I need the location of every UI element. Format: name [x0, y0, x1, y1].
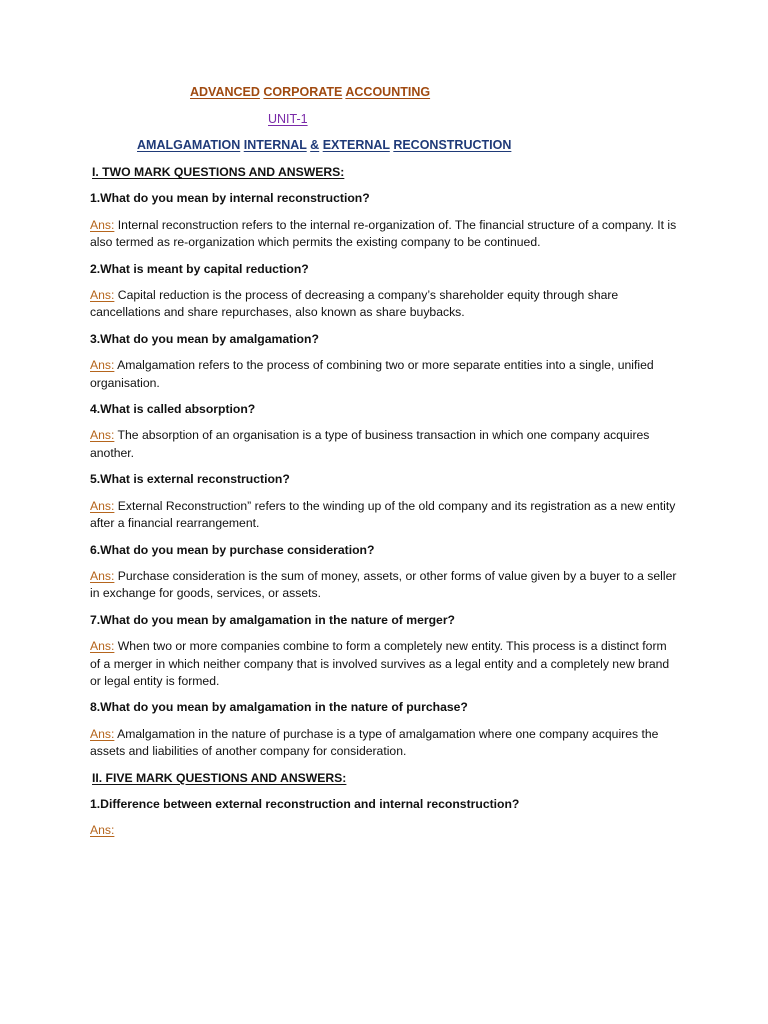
answer-block	[90, 498, 680, 533]
answer-text: Capital reduction is the process of decreasing a company’s shareholder equity through share cancellations and share repurchases, also known as share buybacks.	[90, 288, 619, 320]
unit-heading	[268, 112, 308, 126]
topic-word: AMALGAMATION	[137, 138, 241, 152]
answer-block	[90, 357, 680, 392]
answer-text: When two or more companies combine to form a completely new entity. This process is a distinct form of a merger in which neither company that is involved survives as a legal entity and a completely new brand or legal entity is formed.	[90, 639, 670, 688]
ans-label: Ans:	[90, 823, 115, 838]
ans-label: Ans:	[90, 498, 115, 513]
qa-item	[90, 331, 680, 392]
ans-label: Ans:	[90, 358, 115, 373]
question-text: 6.What do you mean by purchase consideration?	[90, 542, 375, 557]
topic-word: INTERNAL	[243, 138, 307, 152]
answer-block	[90, 822, 680, 839]
ans-label: Ans:	[90, 568, 115, 583]
qa-item	[90, 401, 680, 462]
question-text: 7.What do you mean by amalgamation in the nature of merger?	[90, 612, 456, 627]
title-word: ADVANCED	[190, 85, 260, 99]
question-text: 1.What do you mean by internal reconstruction?	[90, 191, 370, 206]
topic-heading	[137, 138, 511, 152]
question-text: 2.What is meant by capital reduction?	[90, 261, 309, 276]
qa-item	[90, 261, 680, 322]
answer-text: Amalgamation refers to the process of combining two or more separate entities into a single, unified organisation.	[90, 358, 654, 390]
document-title	[190, 85, 430, 99]
qa-item	[90, 471, 680, 532]
question-text: 8.What do you mean by amalgamation in the nature of purchase?	[90, 700, 468, 715]
answer-block	[90, 726, 680, 761]
question-text: 4.What is called absorption?	[90, 402, 256, 417]
topic-word: &	[310, 138, 320, 152]
answer-text: Amalgamation in the nature of purchase is a type of amalgamation where one company acquires the assets and liabilities of another company for consideration.	[90, 726, 659, 759]
answer-text: The absorption of an organisation is a type of business transaction in which one company acquires another.	[90, 428, 650, 460]
title-word: ACCOUNTING	[345, 85, 431, 99]
question-text: 1.Difference between external reconstruction and internal reconstruction?	[90, 796, 520, 811]
answer-block	[90, 427, 680, 462]
section-heading: I. TWO MARK QUESTIONS AND ANSWERS:	[92, 165, 345, 179]
ans-label: Ans:	[90, 726, 115, 741]
document-body	[90, 164, 680, 849]
qa-item	[90, 190, 680, 251]
topic-word: RECONSTRUCTION	[393, 138, 512, 152]
answer-block	[90, 638, 680, 690]
answer-text: External Reconstruction” refers to the winding up of the old company and its registration as a new entity after a financial rearrangement.	[90, 498, 676, 531]
ans-label: Ans:	[90, 639, 115, 654]
topic-word: EXTERNAL	[322, 138, 390, 152]
qa-item	[90, 796, 680, 840]
ans-label: Ans:	[90, 217, 115, 232]
section-heading: II. FIVE MARK QUESTIONS AND ANSWERS:	[92, 770, 347, 785]
qa-item	[90, 612, 680, 691]
ans-label: Ans:	[90, 288, 115, 303]
answer-text: Internal reconstruction refers to the internal re-organization of. The financial structure of a company. It is also termed as re-organization which permits the existing company to be continued.	[90, 217, 677, 250]
unit-label: UNIT-1	[268, 112, 308, 126]
question-text: 3.What do you mean by amalgamation?	[90, 331, 319, 346]
answer-block	[90, 568, 680, 603]
answer-block	[90, 287, 680, 322]
answer-block	[90, 217, 680, 252]
question-text: 5.What is external reconstruction?	[90, 472, 290, 487]
title-word: CORPORATE	[263, 85, 343, 99]
ans-label: Ans:	[90, 428, 115, 443]
answer-text: Purchase consideration is the sum of money, assets, or other forms of value given by a buyer to a seller in exchange for goods, services, or assets.	[90, 568, 677, 601]
qa-item	[90, 699, 680, 760]
qa-item	[90, 542, 680, 603]
